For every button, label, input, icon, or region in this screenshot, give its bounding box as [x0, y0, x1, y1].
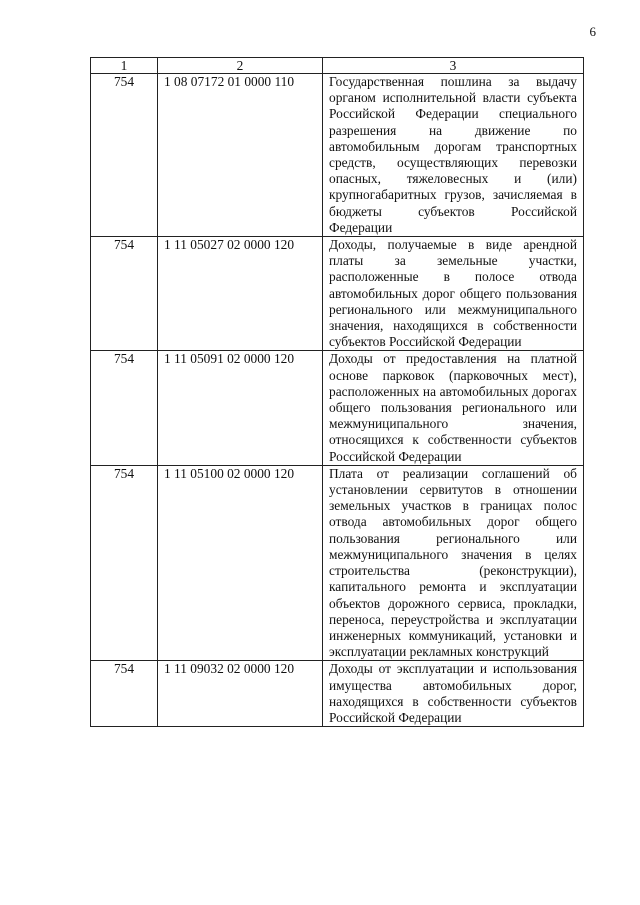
- admin-code-cell: 754: [91, 661, 158, 727]
- table-row: [91, 661, 584, 727]
- budget-classification-code-cell: 1 11 05091 02 0000 120: [158, 351, 323, 465]
- budget-classification-code-cell: 1 11 05100 02 0000 120: [158, 465, 323, 660]
- revenue-description-cell: Доходы от предоставления на платной основе парковок (парковочных мест), расположенных на автомобильных дорогах общего пользования регионального или межмуниципального значения, относящихся к собственности субъектов Российской Федерации: [323, 351, 584, 465]
- table-row: [91, 351, 584, 465]
- budget-classification-code-cell: 1 11 09032 02 0000 120: [158, 661, 323, 727]
- admin-code-cell: 754: [91, 465, 158, 660]
- admin-code-cell: 754: [91, 74, 158, 237]
- table-row: [91, 237, 584, 351]
- column-header-2: 2: [158, 58, 323, 74]
- revenue-description-cell: Государственная пошлина за выдачу органом исполнительной власти субъекта Российской Федерации специального разрешения на движение по автомобильным дорогам транспортных средств, осуществляющих перевозки опасных, тяжеловесных и (или) крупногабаритных грузов, зачисляемая в бюджеты субъектов Российской Федерации: [323, 74, 584, 237]
- revenue-description-cell: Доходы от эксплуатации и использования имущества автомобильных дорог, находящихся в собственности субъектов Российской Федерации: [323, 661, 584, 727]
- table-row: [91, 74, 584, 237]
- table-header-row: [91, 58, 584, 74]
- table-row: [91, 465, 584, 660]
- page-number: 6: [589, 24, 596, 39]
- budget-classification-code-cell: 1 11 05027 02 0000 120: [158, 237, 323, 351]
- budget-classification-code-cell: 1 08 07172 01 0000 110: [158, 74, 323, 237]
- column-header-1: 1: [91, 58, 158, 74]
- column-header-3: 3: [323, 58, 584, 74]
- admin-code-cell: 754: [91, 237, 158, 351]
- revenue-description-cell: Доходы, получаемые в виде арендной платы за земельные участки, расположенные в полосе отвода автомобильных дорог общего пользования регионального или межмуниципального значения, находящихся в собственности субъектов Российской Федерации: [323, 237, 584, 351]
- revenue-codes-table: [90, 57, 584, 727]
- revenue-description-cell: Плата от реализации соглашений об установлении сервитутов в отношении земельных участков в границах полос отвода автомобильных дорог общего пользования регионального или межмуниципального значения в целях строительства (реконструкции), капитального ремонта и эксплуатации объектов дорожного сервиса, прокладки, переноса, переустройства и эксплуатации инженерных коммуникаций, установки и эксплуатации рекламных конструкций: [323, 465, 584, 660]
- admin-code-cell: 754: [91, 351, 158, 465]
